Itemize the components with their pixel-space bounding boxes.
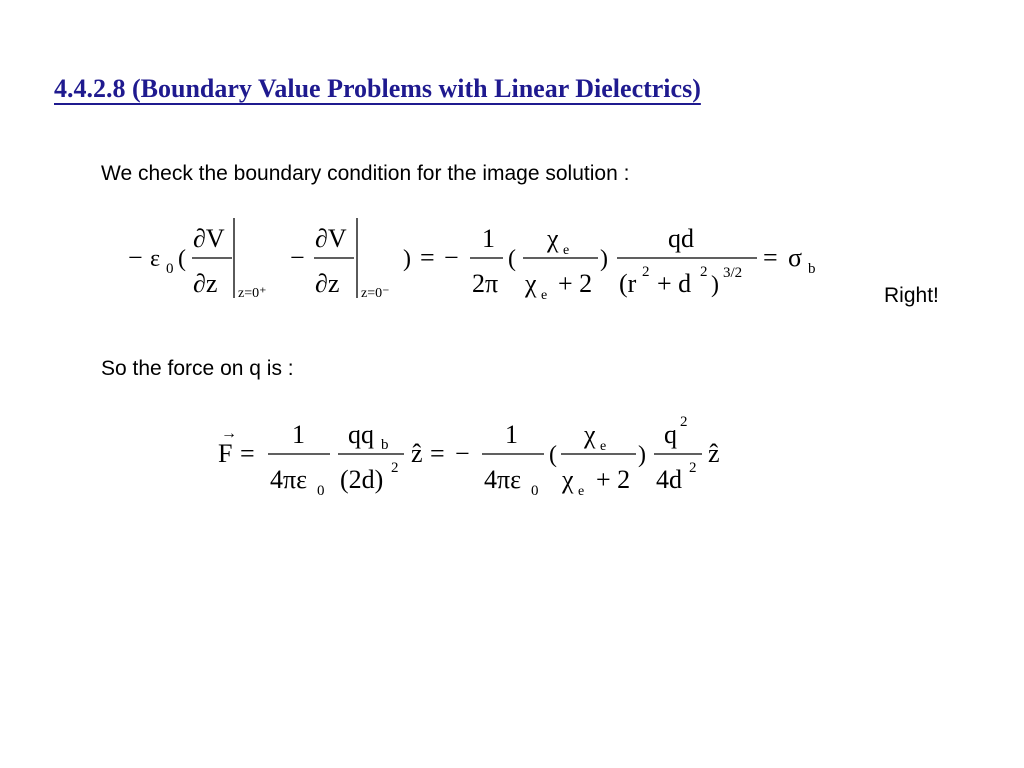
eq1-chi-denominator: χ (525, 269, 537, 298)
eq2-q: q (664, 420, 677, 449)
eq2-open-paren: ( (549, 442, 557, 468)
eq1-minus: − (128, 243, 143, 272)
eq2-one-2: 1 (505, 420, 518, 449)
eq1-d-squared: 2 (700, 264, 708, 280)
eq1-dV-numerator-1: ∂V (193, 224, 225, 253)
force-intro-text: So the force on q is : (101, 357, 294, 380)
eq1-minus-2: − (290, 243, 305, 272)
eq2-zhat: ẑ (411, 439, 423, 468)
eq1-sigma: σ (788, 243, 803, 272)
eq1-exponent: 3/2 (723, 265, 743, 281)
eq1-chi-numerator-sub: e (563, 243, 570, 258)
eq2-four-pi-eps: 4πε (270, 465, 308, 494)
eq1-den-close-paren: ) (711, 272, 719, 298)
eq1-dz-denominator-2: ∂z (315, 269, 340, 298)
eq2-F: F (218, 439, 233, 468)
eq2-minus: − (455, 439, 470, 468)
right-label: Right! (884, 284, 939, 307)
eq1-open-paren-2: ( (508, 246, 516, 272)
eq2-eps-sub-2: 0 (531, 483, 539, 499)
eq2-qq-sub: b (381, 437, 389, 453)
eq1-equals-2: = (763, 243, 778, 272)
eq2-two-d-squared: 2 (391, 460, 399, 476)
eq1-sigma-sub: b (808, 261, 816, 277)
eq1-close-paren-2: ) (600, 246, 608, 272)
eq2-plus-two: + 2 (596, 465, 631, 494)
eq1-eval-label-1: z=0⁺ (238, 286, 267, 301)
eq1-eval-label-2: z=0⁻ (361, 286, 390, 301)
eq1-qd: qd (668, 224, 694, 253)
eq2-four-d: 4d (656, 465, 682, 494)
eq1-close-paren: ) (403, 246, 411, 272)
eq2-one: 1 (292, 420, 305, 449)
eq2-four-pi-eps-2: 4πε (484, 465, 522, 494)
eq2-two-d: (2d) (340, 465, 384, 494)
eq2-chi-numerator: χ (584, 420, 596, 449)
eq2-chi-denominator: χ (562, 465, 574, 494)
eq1-one: 1 (482, 224, 495, 253)
eq1-epsilon: ε (150, 246, 161, 272)
eq2-equals: = (240, 439, 255, 468)
eq1-minus-3: − (444, 243, 459, 272)
eq1-chi-denominator-sub: e (541, 288, 548, 303)
eq1-epsilon-sub: 0 (166, 261, 174, 277)
eq2-eps-sub: 0 (317, 483, 325, 499)
eq2-four-d-squared: 2 (689, 460, 697, 476)
eq1-two-pi: 2π (472, 269, 499, 298)
eq1-r-paren: (r (619, 269, 637, 298)
eq2-equals-2: = (430, 439, 445, 468)
eq2-chi-numerator-sub: e (600, 439, 607, 454)
eq1-dV-numerator-2: ∂V (315, 224, 347, 253)
eq1-chi-numerator: χ (547, 224, 559, 253)
eq1-open-paren: ( (178, 246, 186, 272)
eq1-equals: = (420, 243, 435, 272)
eq2-q-squared: 2 (680, 414, 688, 430)
eq2-zhat-2: ẑ (708, 439, 720, 468)
eq2-qq: qq (348, 420, 374, 449)
eq2-vector-arrow: → (221, 425, 237, 442)
intro-text: We check the boundary condition for the image solution : (101, 162, 630, 185)
eq1-plus-d: + d (657, 269, 692, 298)
eq2-close-paren: ) (638, 442, 646, 468)
page-title: 4.4.2.8 (Boundary Value Problems with Linear Dielectrics) (54, 74, 701, 103)
eq1-r-squared: 2 (642, 264, 650, 280)
eq2-chi-denominator-sub: e (578, 484, 585, 499)
eq1-dz-denominator-1: ∂z (193, 269, 218, 298)
eq1-plus-two: + 2 (558, 269, 593, 298)
